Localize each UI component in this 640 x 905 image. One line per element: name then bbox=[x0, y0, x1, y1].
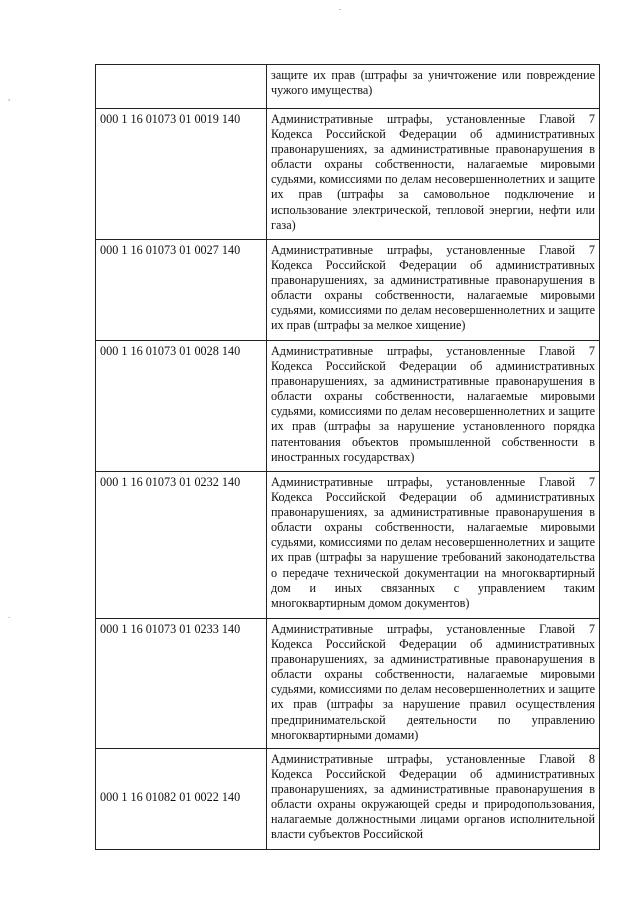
kbk-code-cell: 000 1 16 01073 01 0027 140 bbox=[96, 240, 267, 341]
description-cell: Административные штрафы, установленные Главой 8 Кодекса Российской Федерации об административных правонарушениях, за административные правонарушения в области охраны окружающей среды и природопользования, налагаемые должностными лицами органов исполнительной власти субъектов Российской bbox=[267, 748, 600, 849]
kbk-code-cell: 000 1 16 01073 01 0233 140 bbox=[96, 619, 267, 749]
table-row bbox=[96, 65, 600, 109]
description-cell: Административные штрафы, установленные Главой 7 Кодекса Российской Федерации об административных правонарушениях, за административные правонарушения в области охраны собственности, налагаемые мировыми судьями, комиссиями по делам несовершеннолетних и защите их прав (штрафы за нарушение установленного порядка патентования объектов промышленной собственности в иностранных государствах) bbox=[267, 341, 600, 472]
table-row bbox=[96, 341, 600, 472]
kbk-code-cell: 000 1 16 01073 01 0232 140 bbox=[96, 472, 267, 619]
table-row bbox=[96, 109, 600, 240]
kbk-code-cell: 000 1 16 01073 01 0028 140 bbox=[96, 341, 267, 472]
table-row bbox=[96, 619, 600, 749]
kbk-code-cell bbox=[96, 65, 267, 109]
description-cell: Административные штрафы, установленные Главой 7 Кодекса Российской Федерации об административных правонарушениях, за административные правонарушения в области охраны собственности, налагаемые мировыми судьями, комиссиями по делам несовершеннолетних и защите их прав (штрафы за нарушение правил осуществления предпринимательской деятельности по управлению многоквартирными домами) bbox=[267, 619, 600, 749]
page-mark: . bbox=[339, 2, 342, 12]
description-cell: Административные штрафы, установленные Главой 7 Кодекса Российской Федерации об административных правонарушениях, за административные правонарушения в области охраны собственности, налагаемые мировыми судьями, комиссиями по делам несовершеннолетних и защите их прав (штрафы за нарушение требований законодательства о передаче технической документации на многоквартирный дом и иных связанных с управлением таким многоквартирным домом документов) bbox=[267, 472, 600, 619]
kbk-code-cell: 000 1 16 01082 01 0022 140 bbox=[96, 748, 267, 849]
table-row bbox=[96, 748, 600, 849]
description-cell: Административные штрафы, установленные Главой 7 Кодекса Российской Федерации об административных правонарушениях, за административные правонарушения в области охраны собственности, налагаемые мировыми судьями, комиссиями по делам несовершеннолетних и защите их прав (штрафы за самовольное подключение и использование электрической, тепловой энергии, нефти или газа) bbox=[267, 109, 600, 240]
budget-classification-table bbox=[95, 64, 600, 850]
table-row bbox=[96, 472, 600, 619]
margin-mark: , bbox=[8, 92, 11, 102]
kbk-code-cell: 000 1 16 01073 01 0019 140 bbox=[96, 109, 267, 240]
description-cell: Административные штрафы, установленные Главой 7 Кодекса Российской Федерации об административных правонарушениях, за административные правонарушения в области охраны собственности, налагаемые мировыми судьями, комиссиями по делам несовершеннолетних и защите их прав (штрафы за мелкое хищение) bbox=[267, 240, 600, 341]
description-cell: защите их прав (штрафы за уничтожение или повреждение чужого имущества) bbox=[267, 65, 600, 109]
margin-mark: . bbox=[8, 610, 11, 620]
table-row bbox=[96, 240, 600, 341]
